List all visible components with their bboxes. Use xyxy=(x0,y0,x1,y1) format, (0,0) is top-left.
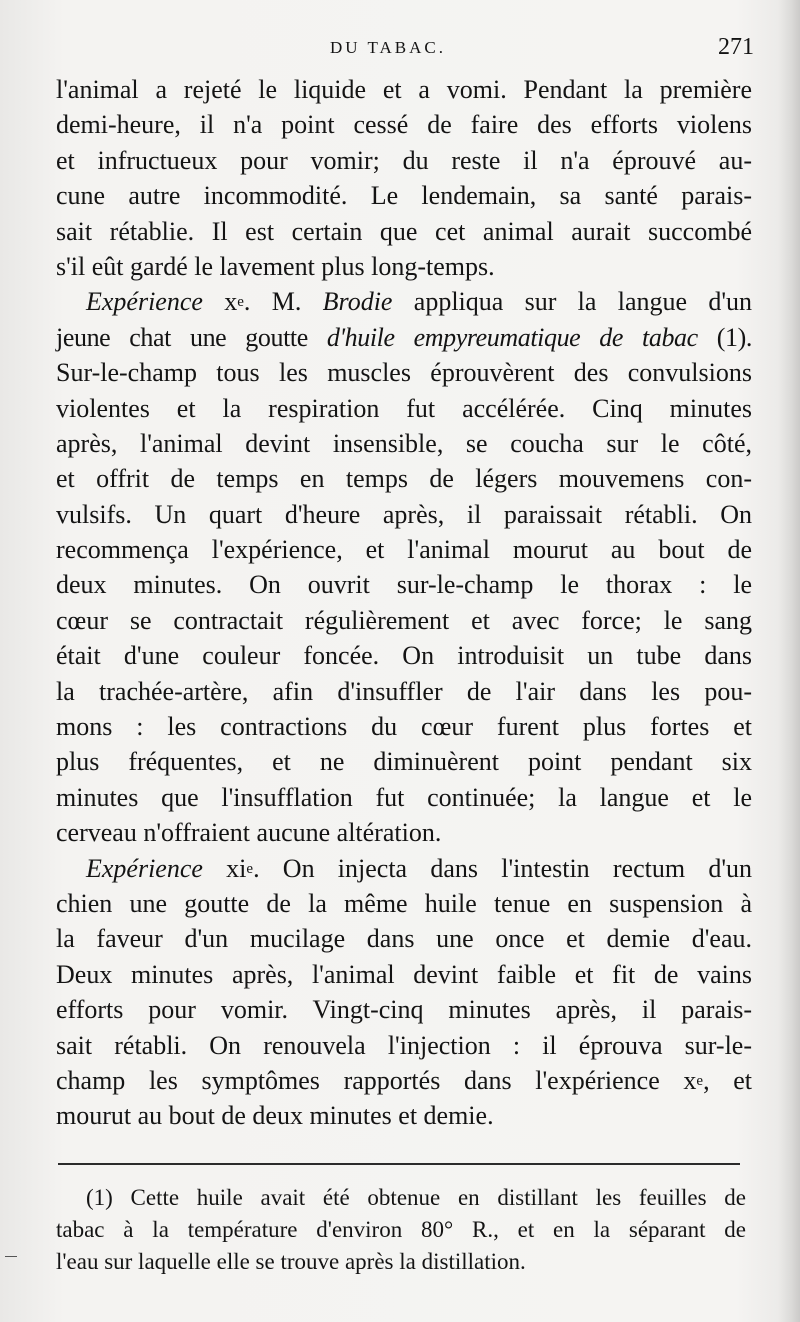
text-fragment: jeune chat une goutte xyxy=(56,322,308,352)
text-line: s'il eût gardé le lavement plus long-temps. xyxy=(56,251,495,281)
text-line: Sur-le-champ tous les muscles éprouvèrent des convulsions xyxy=(56,358,752,388)
text-line: et offrit de temps en temps de légers mouvemens con- xyxy=(56,464,752,494)
text-line: Deux minutes après, l'animal devint faible et fit de vains xyxy=(56,959,752,989)
text-line xyxy=(56,320,752,355)
experiment-number: x xyxy=(224,287,238,317)
text-fragment: champ les symptômes rapportés dans l'expérience x xyxy=(56,1065,697,1095)
substance-name: d'huile empyreumatique de tabac xyxy=(326,322,698,352)
text-line: sait rétabli. On renouvela l'injection : il éprouva sur-le- xyxy=(56,1030,752,1060)
page-edge-shadow xyxy=(778,0,800,1322)
text-line: deux minutes. On ouvrit sur-le-champ le thorax : le xyxy=(56,570,752,600)
footnote-line: tabac à la température d'environ 80° R., et en la séparant de xyxy=(56,1217,746,1242)
ordinal-suffix: e xyxy=(696,1072,704,1089)
page-number: 271 xyxy=(718,34,754,60)
footnote xyxy=(56,1182,746,1278)
text-fragment: . On injecta dans l'intestin rectum d'un xyxy=(253,853,753,883)
text-line: après, l'animal devint insensible, se coucha sur le côté, xyxy=(56,428,752,458)
text-line: la trachée-artère, afin d'insuffler de l'air dans les pou- xyxy=(56,676,752,706)
text-fragment: appliqua sur la langue d'un xyxy=(413,287,753,317)
author-name: Brodie xyxy=(322,287,393,317)
experiment-label: Expérience xyxy=(86,287,203,317)
text-line: recommença l'expérience, et l'animal mourut au bout de xyxy=(56,535,752,565)
ordinal-suffix: e xyxy=(237,294,244,311)
text-line: sait rétablie. Il est certain que cet animal aurait succombé xyxy=(56,216,752,246)
main-text xyxy=(56,72,752,1134)
experiment-label: Expérience xyxy=(86,853,203,883)
text-line: l'animal a rejeté le liquide et a vomi. Pendant la première xyxy=(56,75,752,104)
text-line: et infructueux pour vomir; du reste il n'a éprouvé au- xyxy=(56,145,752,175)
footnote-line: l'eau sur laquelle elle se trouve après la distillation. xyxy=(56,1249,526,1274)
footnote-divider xyxy=(58,1163,740,1165)
text-line: cœur se contractait régulièrement et avec force; le sang xyxy=(56,605,752,635)
experiment-11-heading-line xyxy=(56,851,752,886)
footnote-reference: (1). xyxy=(716,322,752,352)
text-line: minutes que l'insufflation fut continuée; la langue et le xyxy=(56,782,752,812)
text-line: était d'une couleur foncée. On introduisit un tube dans xyxy=(56,641,752,671)
text-line: demi-heure, il n'a point cessé de faire des efforts violens xyxy=(56,110,752,140)
text-line: cerveau n'offraient aucune altération. xyxy=(56,818,442,848)
text-line: plus fréquentes, et ne diminuèrent point pendant six xyxy=(56,747,752,777)
text-line: chien une goutte de la même huile tenue en suspension à xyxy=(56,888,752,918)
ordinal-suffix: e xyxy=(246,860,254,877)
running-title: DU TABAC. xyxy=(330,38,447,57)
text-fragment: . M. xyxy=(243,287,302,317)
text-line: violentes et la respiration fut accélérée. Cinq minutes xyxy=(56,393,752,423)
text-line: mourut au bout de deux minutes et demie. xyxy=(56,1101,494,1131)
footnote-line: (1) Cette huile avait été obtenue en distillant les feuilles de xyxy=(86,1185,746,1210)
experiment-number: xi xyxy=(226,853,247,883)
text-line: mons : les contractions du cœur furent plus fortes et xyxy=(56,712,752,742)
text-line: efforts pour vomir. Vingt-cinq minutes après, il parais- xyxy=(56,995,752,1025)
text-fragment: , et xyxy=(703,1065,752,1095)
text-line: cune autre incommodité. Le lendemain, sa santé parais- xyxy=(56,181,752,211)
text-line: la faveur d'un mucilage dans une once et demie d'eau. xyxy=(56,924,752,954)
running-head xyxy=(0,34,800,64)
margin-mark xyxy=(5,1256,17,1257)
text-line xyxy=(56,1063,752,1098)
text-line: vulsifs. Un quart d'heure après, il paraissait rétabli. On xyxy=(56,499,752,529)
experiment-10-heading-line xyxy=(56,284,752,319)
